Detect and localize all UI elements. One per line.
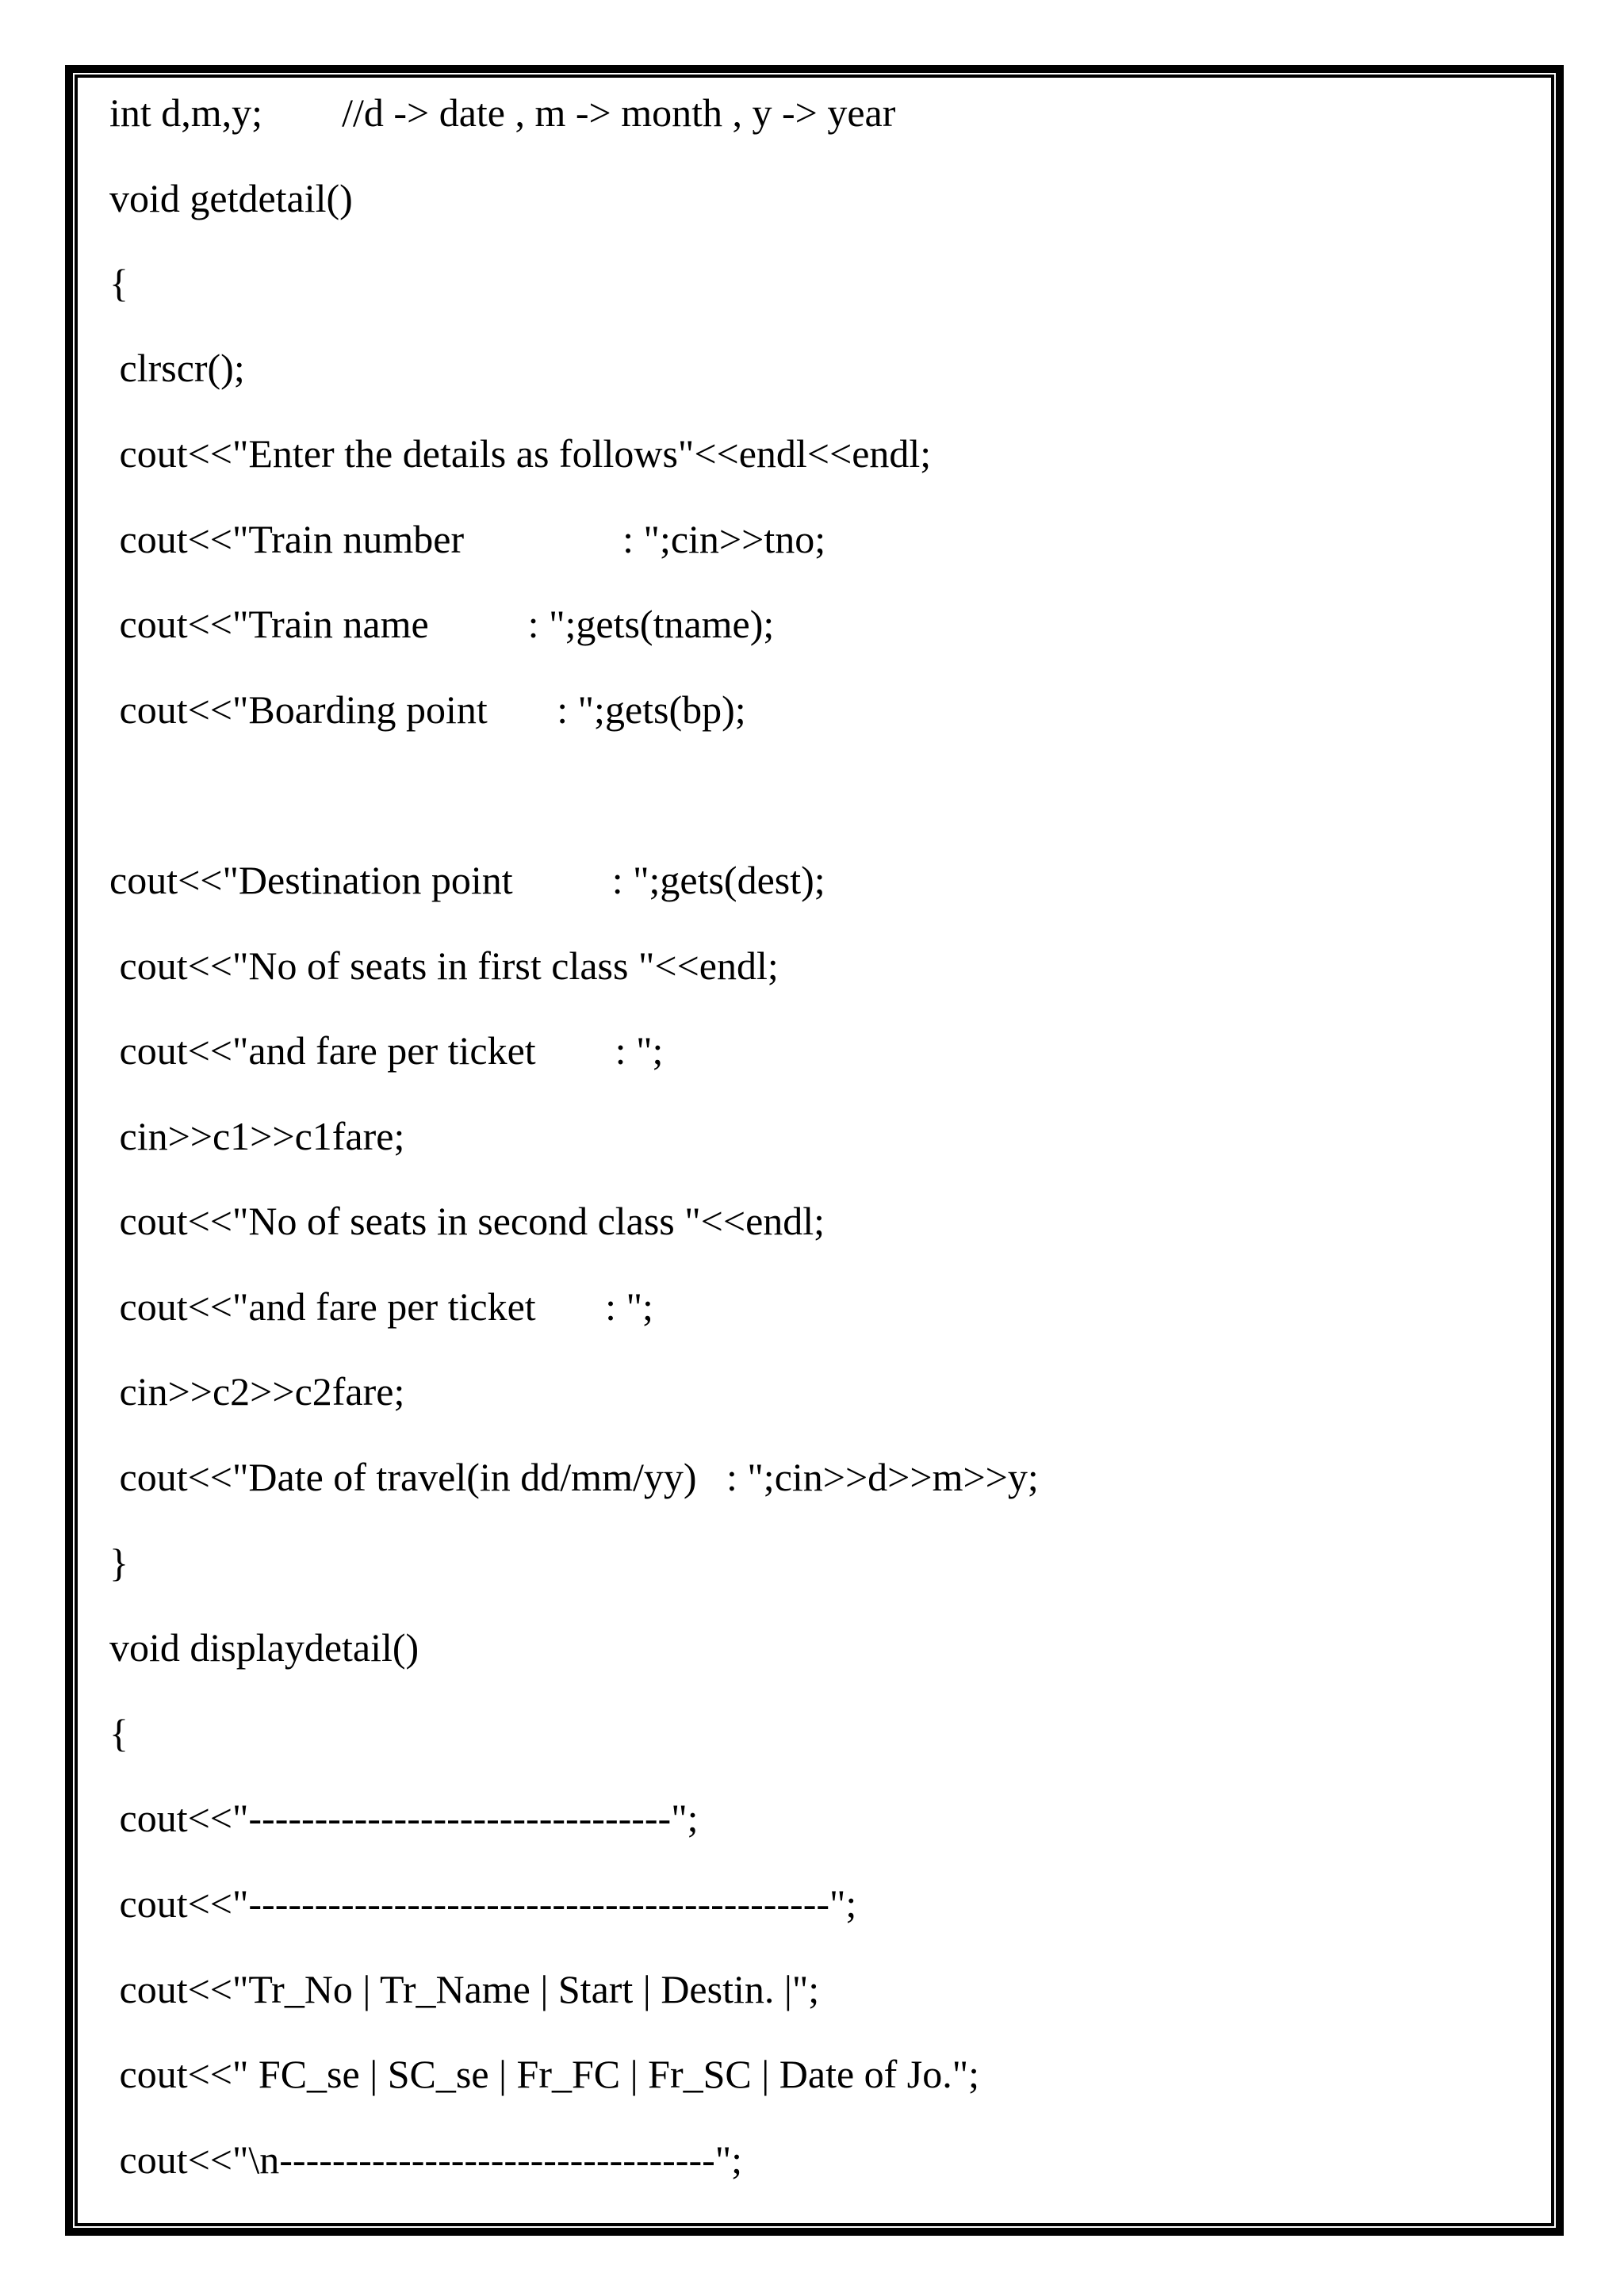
code-line: cout<<"No of seats in second class "<<endl;	[109, 1199, 825, 1243]
code-line: cout<<"Train name : ";gets(tname);	[109, 602, 775, 646]
code-line: cout<<" FC_se | SC_se | Fr_FC | Fr_SC | Date of Jo.";	[109, 2052, 980, 2096]
code-line: cout<<"No of seats in first class "<<endl;	[109, 943, 779, 988]
code-line: {	[109, 261, 128, 305]
code-line: cout<<"Date of travel(in dd/mm/yy) : ";cin>>d>>m>>y;	[109, 1455, 1039, 1499]
code-line: cout<<"Enter the details as follows"<<endl<<endl;	[109, 431, 932, 476]
code-line: int d,m,y; //d -> date , m -> month , y -> year	[109, 90, 896, 135]
code-line: cout<<"Boarding point : ";gets(bp);	[109, 687, 746, 732]
code-line: cout<<"and fare per ticket : ";	[109, 1028, 664, 1073]
code-line: cout<<"--------------------------------";	[109, 1796, 699, 1840]
code-line: cout<<"Tr_No | Tr_Name | Start | Destin. |";	[109, 1967, 820, 2011]
code-line: void displaydetail()	[109, 1625, 419, 1670]
code-line: {	[109, 1711, 128, 1755]
code-line: void getdetail()	[109, 176, 353, 220]
code-line: cin>>c1>>c1fare;	[109, 1114, 405, 1158]
code-line: cin>>c2>>c2fare;	[109, 1369, 405, 1414]
code-line: }	[109, 1540, 128, 1585]
code-line: clrscr();	[109, 346, 245, 390]
code-line: cout<<"Train number : ";cin>>tno;	[109, 517, 826, 561]
code-line: cout<<"Destination point : ";gets(dest);	[109, 858, 825, 902]
code-line: cout<<"--------------------------------------------";	[109, 1881, 857, 1926]
code-line: cout<<"\n---------------------------------";	[109, 2137, 743, 2182]
code-line: cout<<"and fare per ticket : ";	[109, 1284, 653, 1329]
